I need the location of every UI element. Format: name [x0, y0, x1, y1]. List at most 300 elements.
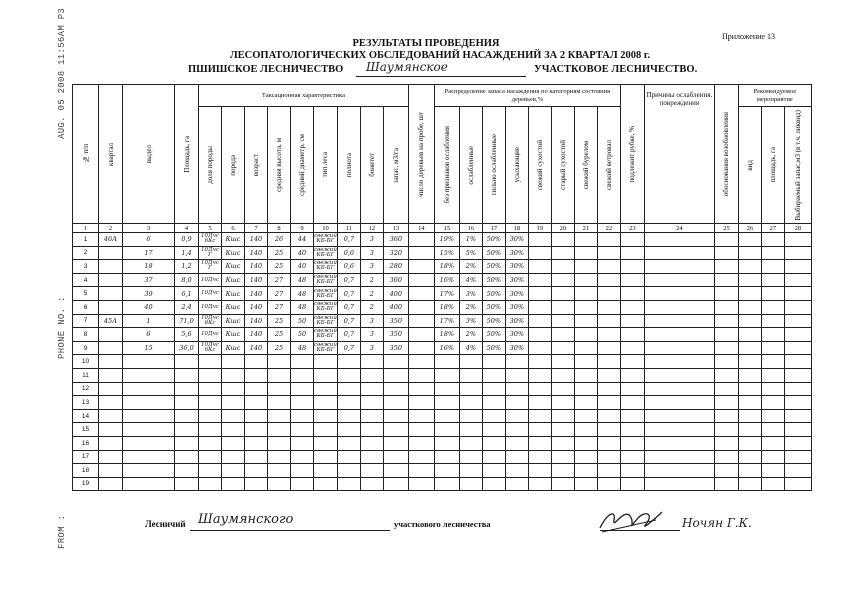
- table-cell: [738, 423, 761, 437]
- table-cell: [551, 287, 574, 301]
- table-cell: [314, 450, 338, 464]
- table-cell: [505, 382, 528, 396]
- table-cell: [597, 423, 620, 437]
- table-cell: [459, 409, 482, 423]
- col-podlezhit: подлежит рубке, %: [628, 125, 637, 183]
- table-cell: [222, 355, 245, 369]
- table-cell: [761, 341, 784, 355]
- table-cell: [784, 328, 811, 342]
- cell-bon: 3: [360, 341, 383, 355]
- fax-header: [56, 7, 70, 560]
- table-cell: [644, 477, 714, 491]
- col-no: № п/п: [81, 144, 90, 164]
- table-cell: [408, 341, 434, 355]
- table-cell: [714, 477, 738, 491]
- table-cell: [784, 341, 811, 355]
- cell-d: 48: [291, 341, 314, 355]
- column-number: 19: [528, 224, 551, 233]
- table-cell: [761, 477, 784, 491]
- table-cell: [222, 368, 245, 382]
- cell-voz: 140: [245, 314, 268, 328]
- table-cell: [222, 423, 245, 437]
- table-cell: [784, 233, 811, 247]
- table-cell: [482, 355, 505, 369]
- row-number: 4: [73, 273, 99, 287]
- cell-zap: 360: [383, 233, 408, 247]
- cell-por: Кшс: [222, 328, 245, 342]
- table-cell: [360, 477, 383, 491]
- cell-h: 27: [268, 300, 291, 314]
- table-cell: [360, 409, 383, 423]
- column-number: 3: [123, 224, 175, 233]
- group-recommended: Рекомендуемое мероприятие: [738, 85, 811, 107]
- cell-p16: 3%: [459, 287, 482, 301]
- table-cell: [528, 436, 551, 450]
- table-cell: [123, 477, 175, 491]
- table-cell: [644, 314, 714, 328]
- col-bez-priznakov: без признаков ослабления: [442, 126, 451, 204]
- table-cell: [784, 423, 811, 437]
- table-cell: [597, 409, 620, 423]
- table-cell: [123, 450, 175, 464]
- table-cell: [408, 314, 434, 328]
- table-cell: [528, 355, 551, 369]
- table-cell: [99, 273, 123, 287]
- table-cell: [574, 246, 597, 260]
- table-cell: [551, 260, 574, 274]
- table-cell: [360, 382, 383, 396]
- table-cell: [175, 409, 199, 423]
- cell-p18: 30%: [505, 300, 528, 314]
- table-cell: [408, 409, 434, 423]
- table-cell: [99, 300, 123, 314]
- forestry-name: ПШИШСКОЕ ЛЕСНИЧЕСТВО: [188, 64, 344, 75]
- cell-pol: 0,6: [337, 246, 360, 260]
- col-area: Площадь, га: [182, 135, 191, 173]
- table-cell: [620, 273, 644, 287]
- cell-bon: 2: [360, 300, 383, 314]
- table-cell: [314, 382, 338, 396]
- table-cell: [620, 246, 644, 260]
- table-cell: [268, 396, 291, 410]
- table-cell: [408, 355, 434, 369]
- table-cell: [784, 396, 811, 410]
- table-cell: [459, 355, 482, 369]
- table-cell: [574, 477, 597, 491]
- table-cell: [245, 382, 268, 396]
- cell-area: 71,0: [175, 314, 199, 328]
- cell-pol: 0,7: [337, 287, 360, 301]
- cell-p16: 3%: [459, 314, 482, 328]
- table-cell: [714, 273, 738, 287]
- row-number: 14: [73, 409, 99, 423]
- cell-dolya: 10Дчс: [199, 287, 222, 301]
- table-cell: [482, 423, 505, 437]
- table-row: [73, 477, 812, 491]
- cell-voz: 140: [245, 328, 268, 342]
- cell-dolya: 10Дчс: [199, 273, 222, 287]
- cell-por: Кшс: [222, 287, 245, 301]
- table-cell: [620, 409, 644, 423]
- table-cell: [408, 287, 434, 301]
- col-prichiny: Причины ослабления, повреждения: [644, 85, 714, 224]
- cell-zap: 400: [383, 300, 408, 314]
- table-cell: [291, 368, 314, 382]
- table-cell: [738, 300, 761, 314]
- cell-p16: 2%: [459, 300, 482, 314]
- cell-p16: 2%: [459, 328, 482, 342]
- table-cell: [291, 436, 314, 450]
- cell-p18: 30%: [505, 233, 528, 247]
- table-cell: [644, 273, 714, 287]
- table-cell: [597, 355, 620, 369]
- row-number: 7: [73, 314, 99, 328]
- cell-pol: 0,7: [337, 233, 360, 247]
- table-cell: [268, 477, 291, 491]
- table-cell: [714, 287, 738, 301]
- cell-p16: 2%: [459, 260, 482, 274]
- table-cell: [99, 464, 123, 478]
- table-row: [73, 260, 812, 274]
- row-number: 3: [73, 260, 99, 274]
- cell-pol: 0,7: [337, 273, 360, 287]
- table-cell: [644, 355, 714, 369]
- table-cell: [574, 341, 597, 355]
- table-cell: [123, 436, 175, 450]
- table-cell: [505, 368, 528, 382]
- col-dolya: доля породы: [206, 146, 214, 184]
- cell-bon: 3: [360, 233, 383, 247]
- cell-p15: 18%: [434, 300, 459, 314]
- table-cell: [528, 409, 551, 423]
- table-cell: [245, 477, 268, 491]
- table-cell: [597, 233, 620, 247]
- table-cell: [551, 355, 574, 369]
- cell-dolya: 10Дчс 6Кс: [199, 341, 222, 355]
- table-cell: [738, 382, 761, 396]
- table-cell: [714, 260, 738, 274]
- cell-tip: свежий КБ-БГ: [314, 314, 337, 326]
- table-cell: [551, 477, 574, 491]
- cell-area: 1,2: [175, 260, 199, 274]
- table-cell: [268, 464, 291, 478]
- cell-p18: 30%: [505, 341, 528, 355]
- table-cell: [574, 314, 597, 328]
- col-svezhiy-suhostoy: свежий сухостой: [535, 139, 544, 191]
- table-cell: [291, 450, 314, 464]
- cell-area: 36,0: [175, 341, 199, 355]
- table-cell: [714, 464, 738, 478]
- table-cell: [574, 260, 597, 274]
- cell-p15: 17%: [434, 314, 459, 328]
- table-row: [73, 396, 812, 410]
- table-cell: [99, 368, 123, 382]
- row-number: 6: [73, 300, 99, 314]
- table-cell: [714, 233, 738, 247]
- table-cell: [644, 246, 714, 260]
- table-row: [73, 233, 812, 247]
- col-oslablennye: ослабленные: [466, 145, 475, 185]
- table-cell: [99, 260, 123, 274]
- table-cell: [784, 368, 811, 382]
- column-number: 20: [551, 224, 574, 233]
- table-cell: [714, 300, 738, 314]
- table-cell: [383, 450, 408, 464]
- table-cell: [644, 464, 714, 478]
- cell-voz: 140: [245, 260, 268, 274]
- table-cell: [620, 233, 644, 247]
- table-cell: [761, 355, 784, 369]
- table-cell: [761, 300, 784, 314]
- table-cell: [528, 260, 551, 274]
- col-vydel: выдел: [144, 144, 153, 164]
- table-cell: [222, 436, 245, 450]
- cell-p18: 30%: [505, 273, 528, 287]
- table-cell: [597, 450, 620, 464]
- table-cell: [268, 409, 291, 423]
- table-cell: [620, 477, 644, 491]
- forester-underline: [190, 530, 390, 531]
- table-cell: [738, 368, 761, 382]
- table-cell: [714, 396, 738, 410]
- table-cell: [644, 328, 714, 342]
- table-row: [73, 409, 812, 423]
- table-cell: [245, 368, 268, 382]
- cell-bon: 3: [360, 246, 383, 260]
- cell-area: 5,6: [175, 328, 199, 342]
- signature-underline: [600, 530, 680, 531]
- cell-vyd: 15: [123, 341, 175, 355]
- table-cell: [761, 233, 784, 247]
- table-cell: [408, 246, 434, 260]
- table-cell: [574, 355, 597, 369]
- column-number: 5: [199, 224, 222, 233]
- survey-table: [72, 84, 812, 491]
- table-cell: [620, 396, 644, 410]
- cell-h: 25: [268, 314, 291, 328]
- table-cell: [434, 477, 459, 491]
- table-cell: [175, 368, 199, 382]
- cell-area: 8,0: [175, 273, 199, 287]
- column-number: 9: [291, 224, 314, 233]
- table-cell: [620, 436, 644, 450]
- table-cell: [714, 246, 738, 260]
- cell-zap: 350: [383, 341, 408, 355]
- table-cell: [482, 464, 505, 478]
- column-number-row: [73, 224, 812, 233]
- cell-por: Кшс: [222, 314, 245, 328]
- table-cell: [434, 436, 459, 450]
- table-cell: [761, 423, 784, 437]
- cell-bon: 3: [360, 314, 383, 328]
- table-cell: [314, 423, 338, 437]
- group-distribution: Распределение запаса насаждения по категориям состояния деревьев,%: [434, 85, 620, 107]
- table-row: [73, 436, 812, 450]
- forester-label: Лесничий: [145, 519, 186, 529]
- table-cell: [482, 382, 505, 396]
- row-number: 5: [73, 287, 99, 301]
- column-number: 13: [383, 224, 408, 233]
- table-cell: [784, 287, 811, 301]
- table-cell: [597, 436, 620, 450]
- row-number: 8: [73, 328, 99, 342]
- table-cell: [784, 260, 811, 274]
- table-cell: [175, 477, 199, 491]
- table-cell: [99, 341, 123, 355]
- table-cell: [337, 368, 360, 382]
- table-cell: [199, 396, 222, 410]
- table-cell: [738, 314, 761, 328]
- column-number: 7: [245, 224, 268, 233]
- cell-zap: 400: [383, 287, 408, 301]
- table-cell: [123, 423, 175, 437]
- table-cell: [597, 260, 620, 274]
- table-cell: [738, 355, 761, 369]
- table-cell: [738, 464, 761, 478]
- cell-voz: 140: [245, 341, 268, 355]
- table-cell: [199, 409, 222, 423]
- cell-tip: свежий КБ-БГ: [314, 301, 337, 313]
- row-number: 18: [73, 464, 99, 478]
- col-ploshchad: площадь, га: [768, 147, 777, 183]
- table-cell: [408, 477, 434, 491]
- table-cell: [314, 368, 338, 382]
- table-cell: [360, 464, 383, 478]
- table-cell: [761, 436, 784, 450]
- cell-dolya: 10Дчс 6Кс: [199, 314, 222, 328]
- table-cell: [291, 355, 314, 369]
- table-cell: [245, 464, 268, 478]
- table-cell: [314, 464, 338, 478]
- table-cell: [551, 233, 574, 247]
- row-number: 16: [73, 436, 99, 450]
- row-number: 1: [73, 233, 99, 247]
- table-cell: [505, 450, 528, 464]
- column-number: 12: [360, 224, 383, 233]
- table-cell: [528, 233, 551, 247]
- table-cell: [761, 314, 784, 328]
- table-cell: [337, 423, 360, 437]
- table-cell: [597, 464, 620, 478]
- table-cell: [199, 382, 222, 396]
- cell-p18: 30%: [505, 287, 528, 301]
- col-vid: вид: [745, 159, 754, 171]
- cell-tip: свежий КБ-БГ: [314, 287, 337, 299]
- cell-p15: 16%: [434, 273, 459, 287]
- table-cell: [291, 409, 314, 423]
- table-cell: [714, 355, 738, 369]
- table-cell: [644, 260, 714, 274]
- table-cell: [383, 355, 408, 369]
- cell-p17: 50%: [482, 341, 505, 355]
- table-cell: [408, 273, 434, 287]
- table-cell: [784, 450, 811, 464]
- table-cell: [597, 287, 620, 301]
- table-cell: [99, 287, 123, 301]
- table-cell: [738, 260, 761, 274]
- table-cell: [551, 450, 574, 464]
- table-cell: [644, 396, 714, 410]
- col-diameter: средний диаметр, см: [298, 134, 306, 196]
- table-cell: [551, 396, 574, 410]
- table-cell: [644, 409, 714, 423]
- table-cell: [123, 464, 175, 478]
- table-cell: [314, 396, 338, 410]
- cell-bon: 3: [360, 260, 383, 274]
- cell-p17: 50%: [482, 233, 505, 247]
- cell-zap: 320: [383, 246, 408, 260]
- cell-vyd: 18: [123, 260, 175, 274]
- column-number: 2: [99, 224, 123, 233]
- cell-bon: 2: [360, 287, 383, 301]
- table-row: [73, 300, 812, 314]
- table-cell: [620, 328, 644, 342]
- table-row: [73, 341, 812, 355]
- table-cell: [597, 246, 620, 260]
- table-cell: [408, 368, 434, 382]
- table-cell: [459, 368, 482, 382]
- cell-zap: 350: [383, 328, 408, 342]
- cell-zap: 360: [383, 273, 408, 287]
- table-cell: [383, 368, 408, 382]
- table-cell: [175, 382, 199, 396]
- table-cell: [784, 409, 811, 423]
- cell-por: Кшс: [222, 233, 245, 247]
- table-cell: [528, 477, 551, 491]
- table-cell: [784, 273, 811, 287]
- column-number: 24: [644, 224, 714, 233]
- cell-p15: 15%: [434, 246, 459, 260]
- table-cell: [199, 423, 222, 437]
- column-number: 15: [434, 224, 459, 233]
- table-cell: [714, 341, 738, 355]
- cell-pol: 0,7: [337, 341, 360, 355]
- column-number: 26: [738, 224, 761, 233]
- table-cell: [620, 423, 644, 437]
- forester-suffix: участкового лесничества: [394, 519, 491, 529]
- cell-zap: 280: [383, 260, 408, 274]
- table-cell: [784, 300, 811, 314]
- table-cell: [551, 341, 574, 355]
- table-cell: [314, 436, 338, 450]
- table-cell: [644, 300, 714, 314]
- table-cell: [268, 423, 291, 437]
- table-cell: [738, 287, 761, 301]
- table-cell: [761, 450, 784, 464]
- cell-pol: 0,7: [337, 314, 360, 328]
- table-cell: [597, 314, 620, 328]
- cell-d: 40: [291, 260, 314, 274]
- table-cell: [528, 287, 551, 301]
- table-cell: [434, 450, 459, 464]
- table-cell: [784, 464, 811, 478]
- table-cell: [434, 382, 459, 396]
- table-row: [73, 328, 812, 342]
- table-cell: [222, 464, 245, 478]
- cell-d: 50: [291, 328, 314, 342]
- cell-voz: 140: [245, 273, 268, 287]
- table-cell: [761, 368, 784, 382]
- table-cell: [738, 273, 761, 287]
- table-cell: [551, 423, 574, 437]
- col-poroda: порода: [229, 154, 237, 176]
- cell-h: 25: [268, 328, 291, 342]
- table-cell: [99, 436, 123, 450]
- table-cell: [574, 464, 597, 478]
- cell-voz: 140: [245, 287, 268, 301]
- table-cell: [199, 477, 222, 491]
- table-cell: [99, 382, 123, 396]
